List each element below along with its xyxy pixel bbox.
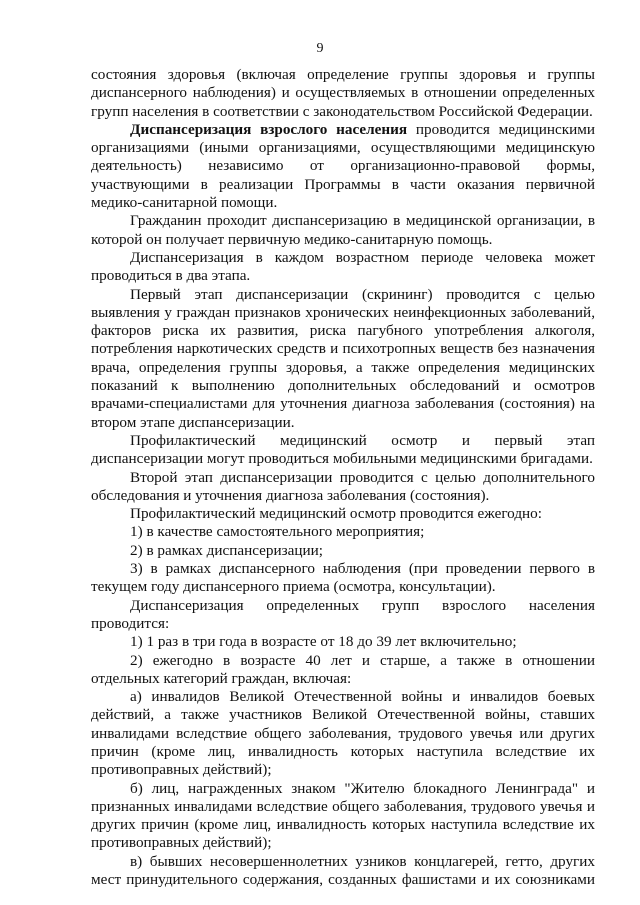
list-item: 3) в рамках диспансерного наблюдения (при проведении первого в текущем году диспансерного приема (осмотра, консультации). [91,560,595,596]
list-item: 1) в качестве самостоятельного мероприятия; [130,523,425,541]
paragraph-mobile-teams: Профилактический медицинский осмотр и первый этап диспансеризации могут проводиться мобильными медицинскими бригадами. [91,431,595,468]
list-item: 1) 1 раз в три года в возрасте от 18 до 39 лет включительно; [130,633,517,651]
paragraph-continuation: состояния здоровья (включая определение группы здоровья и группы диспансерного наблюдения) и осуществляемых в отношении определенных групп населения в соответствии с законодательством Российской Федерации. [91,66,595,120]
paragraph-citizen: Гражданин проходит диспансеризацию в медицинской организации, в которой он получает первичную медико-санитарную помощь. [91,212,595,248]
paragraph-annual-exam: Профилактический медицинский осмотр проводится ежегодно: [130,505,542,523]
paragraph-text: проводится медицинскими организациями (иными организациями, осуществляющими медицинскую деятельность) независимо от организационно-правовой формы, участвующими в реализации Программы в части оказания первичной медико-санитарной помощи. [91,120,595,212]
paragraph-two-stages: Диспансеризация в каждом возрастном периоде человека может проводиться в два этапа. [91,248,595,285]
list-item: 2) в рамках диспансеризации; [130,541,323,559]
paragraph-second-stage: Второй этап диспансеризации проводится с целью дополнительного обследования и уточнения диагноза заболевания (состояния). [91,468,595,504]
list-item: 2) ежегодно в возрасте 40 лет и старше, а также в отношении отдельных категорий граждан, включая: [91,651,595,687]
page-number: 9 [316,41,324,56]
document-body [91,66,595,889]
bold-term: Диспансеризация взрослого населения [130,120,408,138]
paragraph-adult-screening [91,121,595,212]
paragraph-first-stage: Первый этап диспансеризации (скрининг) проводится с целью выявления у граждан признаков хронических неинфекционных заболеваний, факторов риска их развития, риска пагубного употребления алкоголя, потребления наркотических средств и психотропных веществ без назначения врача, определения группы здоровья, а также определения медицинских показаний к выполнению дополнительных обследований и осмотров врачами-специалистами для уточнения диагноза заболевания (состояния) на втором этапе диспансеризации. [91,285,595,431]
sub-list-item: в) бывших несовершеннолетних узников концлагерей, гетто, других мест принудительного содержания, созданных фашистами и их союзниками [91,852,595,889]
paragraph-groups: Диспансеризация определенных групп взрослого населения проводится: [91,596,595,632]
sub-list-item: б) лиц, награжденных знаком "Жителю блокадного Ленинграда" и признанных инвалидами вследствие общего заболевания, трудового увечья и других причин (кроме лиц, инвалидность которых наступила вследствие их противоправных действий); [91,779,595,852]
sub-list-item: а) инвалидов Великой Отечественной войны и инвалидов боевых действий, а также участников Великой Отечественной войны, ставших инвалидами вследствие общего заболевания, трудового увечья или других причин (кроме лиц, инвалидность которых наступила вследствие их противоправных действий); [91,688,595,779]
